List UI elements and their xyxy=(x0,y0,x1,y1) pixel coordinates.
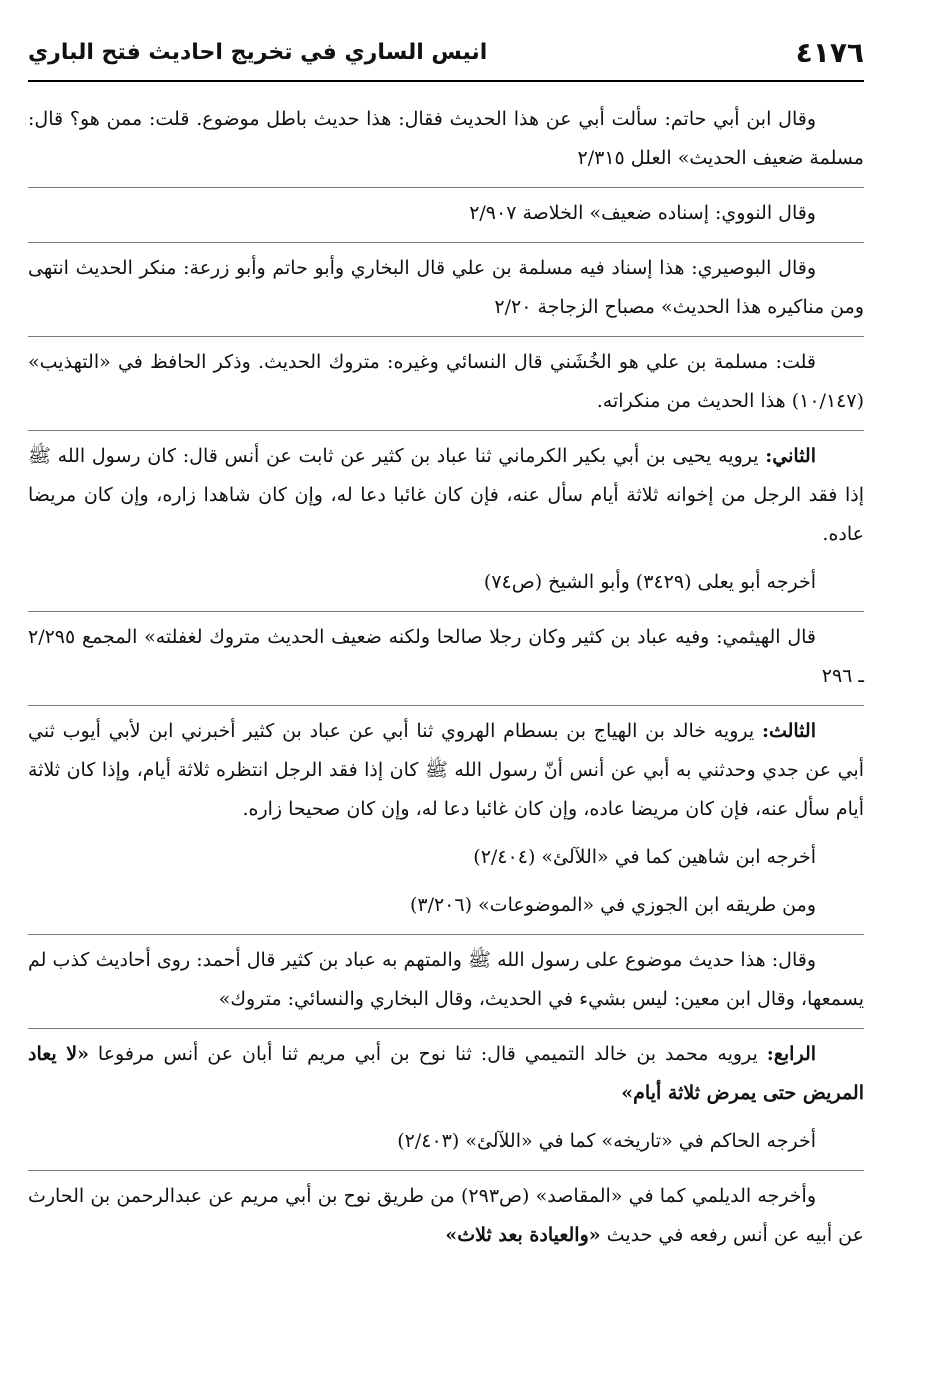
section-label: الثالث: xyxy=(761,720,816,742)
page-number: ٤١٧٦ xyxy=(795,36,864,69)
section-label: الرابع: xyxy=(766,1043,817,1065)
divider xyxy=(28,336,864,337)
hadith-quote: «لا يعاد المريض حتى يمرض ثلاثة أيام» xyxy=(28,1043,864,1104)
paragraph-9: أخرجه ابن شاهين كما في «اللآلئ» (٢/٤٠٤) xyxy=(473,846,816,868)
page-body xyxy=(28,100,864,1264)
divider xyxy=(28,242,864,243)
page-header xyxy=(28,28,864,82)
divider xyxy=(28,705,864,706)
paragraph-text: يرويه خالد بن الهياج بن بسطام الهروي ثنا أبي عن عباد بن كثير أخبرني ابن لأبي أيوب ثني أبي عن جدي وحدثني به أبي عن أنس أنّ رسول الله ﷺ كان إذا فقد الرجل انتظره ثلاثة أيام، وإذا كان ثلاثة أيام سأل عنه، فإن كان مريضا عاده، وإن كان غائبا دعا له، وإن كان صحيحا زاره. xyxy=(28,720,864,820)
paragraph-3: وقال البوصيري: هذا إسناد فيه مسلمة بن علي قال البخاري وأبو حاتم وأبو زرعة: منكر الحديث انتهى ومن مناكيره هذا الحديث» مصباح الزجاجة ٢/٢٠ xyxy=(28,257,864,318)
paragraph-12 xyxy=(28,1035,864,1113)
divider xyxy=(28,934,864,935)
paragraph-text: وأخرجه الديلمي كما في «المقاصد» (ص٢٩٣) من طريق نوح بن أبي مريم عن عبدالرحمن بن الحارث عن أبيه عن أنس رفعه في حديث xyxy=(28,1185,864,1246)
running-title: انيس الساري في تخريج احاديث فتح الباري xyxy=(28,40,488,65)
paragraph-text: يرويه محمد بن خالد التميمي قال: ثنا نوح بن أبي مريم ثنا أبان عن أنس مرفوعا xyxy=(88,1043,767,1065)
divider xyxy=(28,187,864,188)
section-label: الثاني: xyxy=(765,445,816,467)
paragraph-1: وقال ابن أبي حاتم: سألت أبي عن هذا الحديث فقال: هذا حديث باطل موضوع. قلت: ممن هو؟ قال: مسلمة ضعيف الحديث» العلل ٢/٣١٥ xyxy=(28,108,864,169)
paragraph-10: ومن طريقه ابن الجوزي في «الموضوعات» (٣/٢٠٦) xyxy=(409,894,816,916)
paragraph-13: أخرجه الحاكم في «تاريخه» كما في «اللآلئ» (٢/٤٠٣) xyxy=(397,1130,816,1152)
divider xyxy=(28,1170,864,1171)
divider xyxy=(28,611,864,612)
paragraph-8 xyxy=(28,712,864,829)
paragraph-14 xyxy=(28,1177,864,1255)
paragraph-2: وقال النووي: إسناده ضعيف» الخلاصة ٢/٩٠٧ xyxy=(469,202,816,224)
paragraph-4: قلت: مسلمة بن علي هو الخُشَني قال النسائي وغيره: متروك الحديث. وذكر الحافظ في «التهذيب» (١٠/١٤٧) هذا الحديث من منكراته. xyxy=(28,351,864,412)
paragraph-text: يرويه يحيى بن أبي بكير الكرماني ثنا عباد بن كثير عن ثابت عن أنس قال: كان رسول الله ﷺ إذا فقد الرجل من إخوانه ثلاثة أيام سأل عنه، فإن كان غائبا دعا له، وإن كان شاهدا زاره، وإن كان مريضا عاده. xyxy=(28,445,864,545)
paragraph-5 xyxy=(28,437,864,554)
paragraph-11: وقال: هذا حديث موضوع على رسول الله ﷺ والمتهم به عباد بن كثير قال أحمد: روى أحاديث كذب لم يسمعها، وقال ابن معين: ليس بشيء في الحديث، وقال البخاري والنسائي: متروك» xyxy=(28,949,864,1010)
divider xyxy=(28,1028,864,1029)
paragraph-6: أخرجه أبو يعلى (٣٤٢٩) وأبو الشيخ (ص٧٤) xyxy=(483,571,816,593)
divider xyxy=(28,430,864,431)
paragraph-7: قال الهيثمي: وفيه عباد بن كثير وكان رجلا صالحا ولكنه ضعيف الحديث متروك لغفلته» المجمع ٢/٢٩٥ ـ ٢٩٦ xyxy=(28,626,864,687)
hadith-quote: «والعيادة بعد ثلاث» xyxy=(445,1224,601,1246)
